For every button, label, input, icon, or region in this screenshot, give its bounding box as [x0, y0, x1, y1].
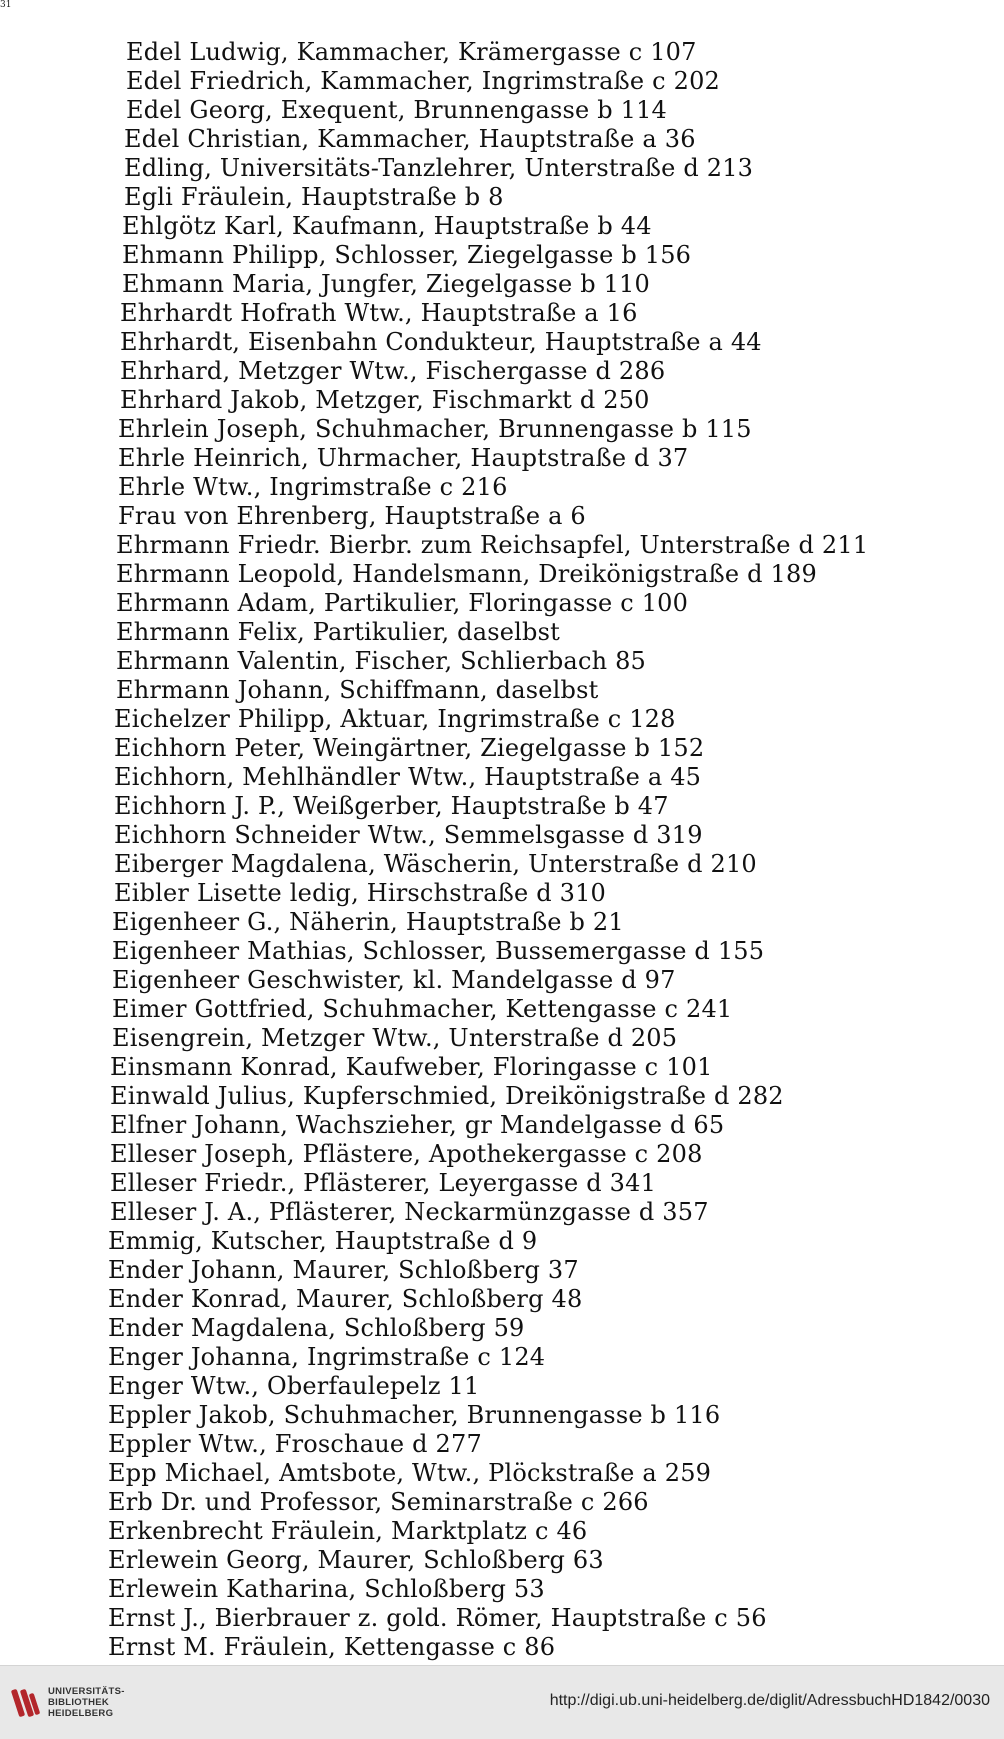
- address-entry: Einsmann Konrad, Kaufweber, Floringasse c 101: [110, 1053, 713, 1081]
- address-entry: Eichhorn J. P., Weißgerber, Hauptstraße b 47: [114, 792, 669, 820]
- address-entry: Ehrmann Valentin, Fischer, Schlierbach 85: [116, 647, 647, 675]
- address-entry: Erlewein Katharina, Schloßberg 53: [108, 1575, 545, 1603]
- library-logo-text: [48, 1686, 125, 1719]
- address-entry: Einwald Julius, Kupferschmied, Dreikönigstraße d 282: [110, 1082, 784, 1110]
- address-entry: Ender Magdalena, Schloßberg 59: [108, 1314, 525, 1342]
- address-entry: Erkenbrecht Fräulein, Marktplatz c 46: [108, 1517, 588, 1545]
- address-entry: Ehlgötz Karl, Kaufmann, Hauptstraße b 44: [122, 212, 652, 240]
- logo-line-3: HEIDELBERG: [48, 1708, 114, 1719]
- logo-line-1: UNIVERSITÄTS-: [48, 1686, 125, 1697]
- address-entry: Ehrle Heinrich, Uhrmacher, Hauptstraße d 37: [118, 444, 689, 472]
- address-entry: Ehrhardt, Eisenbahn Condukteur, Hauptstraße a 44: [120, 328, 762, 356]
- address-entry: Edel Ludwig, Kammacher, Krämergasse c 107: [126, 38, 697, 66]
- address-entry: Ehrmann Adam, Partikulier, Floringasse c 100: [116, 589, 689, 617]
- address-entry: Eichhorn Schneider Wtw., Semmelsgasse d 319: [114, 821, 703, 849]
- address-entry: Egli Fräulein, Hauptstraße b 8: [124, 183, 504, 211]
- address-entry: Eiberger Magdalena, Wäscherin, Unterstraße d 210: [114, 850, 757, 878]
- address-entry: Eppler Jakob, Schuhmacher, Brunnengasse b 116: [108, 1401, 721, 1429]
- address-entry: Epp Michael, Amtsbote, Wtw., Plöckstraße a 259: [108, 1459, 712, 1487]
- address-entry: Edel Friedrich, Kammacher, Ingrimstraße c 202: [126, 67, 721, 95]
- address-entry: Erb Dr. und Professor, Seminarstraße c 266: [108, 1488, 649, 1516]
- address-entry: Eibler Lisette ledig, Hirschstraße d 310: [114, 879, 607, 907]
- source-url-link[interactable]: http://digi.ub.uni-heidelberg.de/diglit/AdressbuchHD1842/0030: [549, 1692, 990, 1709]
- address-entry: Ehrhard, Metzger Wtw., Fischergasse d 286: [120, 357, 666, 385]
- address-entry: Ender Johann, Maurer, Schloßberg 37: [108, 1256, 579, 1284]
- address-entry: Elleser Friedr., Pflästerer, Leyergasse d 341: [110, 1169, 657, 1197]
- address-entries-list: [0, 38, 1004, 1662]
- address-entry: Enger Johanna, Ingrimstraße c 124: [108, 1343, 546, 1371]
- address-entry: Ehrmann Friedr. Bierbr. zum Reichsapfel, Unterstraße d 211: [116, 531, 869, 559]
- address-entry: Elleser Joseph, Pflästere, Apothekergasse c 208: [110, 1140, 703, 1168]
- address-entry: Elleser J. A., Pflästerer, Neckarmünzgasse d 357: [110, 1198, 709, 1226]
- address-entry: Edel Christian, Kammacher, Hauptstraße a 36: [124, 125, 696, 153]
- address-entry: Emmig, Kutscher, Hauptstraße d 9: [108, 1227, 538, 1255]
- library-logo-icon: [12, 1688, 40, 1718]
- address-entry: Eigenheer Mathias, Schlosser, Bussemergasse d 155: [112, 937, 765, 965]
- address-entry: Edling, Universitäts-Tanzlehrer, Unterstraße d 213: [124, 154, 754, 182]
- address-entry: Ehrmann Johann, Schiffmann, daselbst: [116, 676, 599, 704]
- address-entry: Ehrlein Joseph, Schuhmacher, Brunnengasse b 115: [118, 415, 752, 443]
- logo-line-2: BIBLIOTHEK: [48, 1697, 110, 1708]
- address-entry: Eichhorn Peter, Weingärtner, Ziegelgasse b 152: [114, 734, 705, 762]
- address-entry: Ehrmann Felix, Partikulier, daselbst: [116, 618, 560, 646]
- address-entry: Enger Wtw., Oberfaulepelz 11: [108, 1372, 480, 1400]
- address-entry: Ender Konrad, Maurer, Schloßberg 48: [108, 1285, 583, 1313]
- library-logo[interactable]: [12, 1686, 125, 1719]
- address-entry: Eichhorn, Mehlhändler Wtw., Hauptstraße a 45: [114, 763, 702, 791]
- address-entry: Eigenheer G., Näherin, Hauptstraße b 21: [112, 908, 624, 936]
- address-entry: Elfner Johann, Wachszieher, gr Mandelgasse d 65: [110, 1111, 725, 1139]
- address-entry: Ehrle Wtw., Ingrimstraße c 216: [118, 473, 508, 501]
- address-entry: Eimer Gottfried, Schuhmacher, Kettengasse c 241: [112, 995, 733, 1023]
- address-entry: Eisengrein, Metzger Wtw., Unterstraße d 205: [112, 1024, 678, 1052]
- footer-bar: [0, 1665, 1004, 1739]
- page-corner-mark: 31: [0, 0, 12, 10]
- address-entry: Edel Georg, Exequent, Brunnengasse b 114: [126, 96, 668, 124]
- address-entry: Ehrmann Leopold, Handelsmann, Dreikönigstraße d 189: [116, 560, 817, 588]
- address-entry: Erlewein Georg, Maurer, Schloßberg 63: [108, 1546, 604, 1574]
- address-entry: Frau von Ehrenberg, Hauptstraße a 6: [118, 502, 586, 530]
- address-entry: Eichelzer Philipp, Aktuar, Ingrimstraße c 128: [114, 705, 676, 733]
- address-entry: Ehmann Maria, Jungfer, Ziegelgasse b 110: [122, 270, 650, 298]
- address-entry: Ehmann Philipp, Schlosser, Ziegelgasse b 156: [122, 241, 692, 269]
- address-entry: Ehrhard Jakob, Metzger, Fischmarkt d 250: [120, 386, 650, 414]
- address-entry: Eigenheer Geschwister, kl. Mandelgasse d 97: [112, 966, 676, 994]
- address-entry: Ernst M. Fräulein, Kettengasse c 86: [108, 1633, 556, 1661]
- address-entry: Ehrhardt Hofrath Wtw., Hauptstraße a 16: [120, 299, 638, 327]
- address-entry: Ernst J., Bierbrauer z. gold. Römer, Hauptstraße c 56: [108, 1604, 767, 1632]
- address-entry: Eppler Wtw., Froschaue d 277: [108, 1430, 482, 1458]
